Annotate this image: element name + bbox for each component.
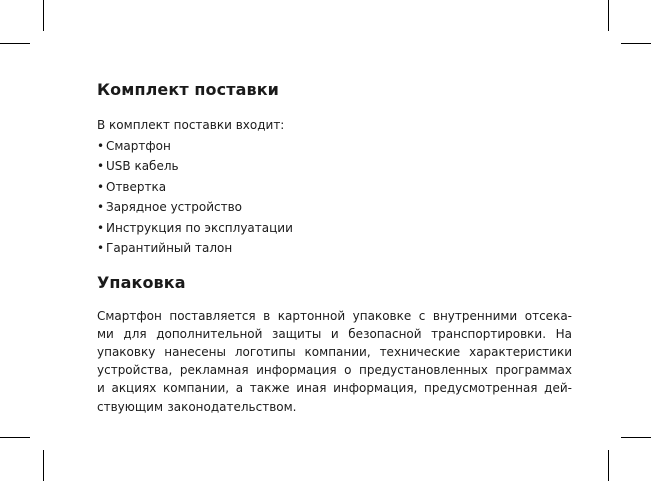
crop-mark-top-right-horizontal — [621, 43, 651, 44]
crop-mark-top-right-vertical — [608, 0, 609, 31]
document-content — [97, 78, 572, 416]
crop-mark-bottom-left-horizontal — [0, 437, 30, 438]
bullet-icon: • — [97, 220, 105, 235]
packaging-paragraph — [97, 307, 572, 416]
bullet-icon: • — [97, 179, 105, 194]
crop-mark-top-left-vertical — [43, 0, 44, 31]
section-title-packaging: Упаковка — [97, 272, 186, 292]
list-item: • Зарядное устройство — [97, 197, 572, 218]
crop-mark-bottom-right-vertical — [608, 450, 609, 481]
paragraph-line: упаковку нанесены логотипы компании, технические характеристики — [97, 344, 572, 359]
bullet-icon: • — [97, 200, 105, 214]
paragraph-line: ствующим законодательством. — [97, 399, 297, 414]
bullet-icon: • — [97, 241, 105, 255]
list-item: • Гарантийный талон — [97, 238, 572, 259]
crop-mark-top-left-horizontal — [0, 43, 30, 44]
list-item: • Инструкция по эксплуатации — [97, 218, 572, 239]
package-contents-intro: В комплект поставки входит: — [97, 118, 285, 132]
paragraph-line: устройства, рекламная информация о предустановленных программах — [97, 363, 572, 378]
paragraph-line: и акциях компании, а также иная информация, предусмотренная дей- — [97, 381, 572, 396]
crop-mark-bottom-left-vertical — [43, 450, 44, 481]
list-item: • Смартфон — [97, 136, 572, 157]
list-item: • USB кабель — [97, 156, 572, 177]
bullet-icon: • — [97, 159, 105, 173]
package-contents-list — [97, 136, 572, 259]
bullet-icon: • — [97, 138, 105, 153]
section-title-package-contents: Комплект поставки — [97, 80, 279, 99]
paragraph-line: ми для дополнительной защиты и безопасной транспортировки. На — [97, 326, 572, 341]
list-item: • Отвертка — [97, 177, 572, 198]
crop-mark-bottom-right-horizontal — [621, 437, 651, 438]
paragraph-line: Смартфон поставляется в картонной упаковке с внутренними отсека- — [97, 308, 572, 323]
